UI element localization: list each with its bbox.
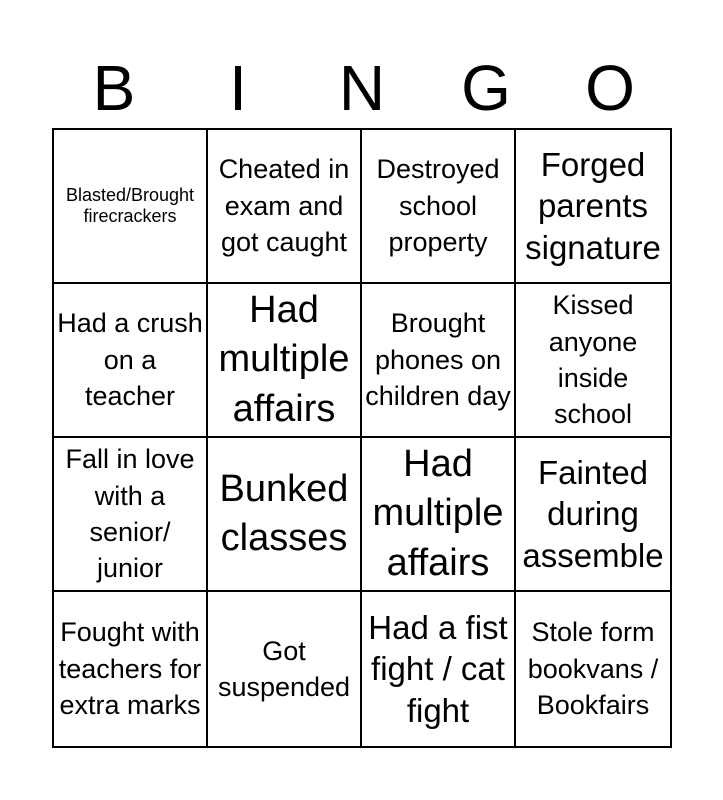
- bingo-cell-text: Had a fist fight / cat fight: [368, 609, 508, 729]
- bingo-cell-text: Forged parents signature: [525, 146, 661, 266]
- bingo-cell[interactable]: [516, 438, 670, 592]
- bingo-cell[interactable]: [54, 130, 208, 284]
- bingo-cell[interactable]: [208, 438, 362, 592]
- header-letter-n: N: [338, 52, 386, 124]
- bingo-cell[interactable]: [54, 592, 208, 746]
- bingo-cell[interactable]: [362, 284, 516, 438]
- bingo-cell[interactable]: [362, 438, 516, 592]
- bingo-board: [52, 128, 672, 748]
- header-letter-i: I: [229, 52, 247, 124]
- bingo-cell-text: Brought phones on children day: [365, 308, 511, 412]
- header-letter-b: B: [92, 52, 136, 124]
- bingo-cell-text: Had multiple affairs: [372, 442, 504, 584]
- bingo-cell[interactable]: [516, 284, 670, 438]
- bingo-cell-text: Fought with teachers for extra marks: [58, 617, 202, 721]
- bingo-cell[interactable]: [362, 592, 516, 746]
- bingo-cell[interactable]: [516, 592, 670, 746]
- header-letter-g: G: [461, 52, 511, 124]
- bingo-cell-text: Fall in love with a senior/ junior: [65, 444, 195, 584]
- bingo-cell[interactable]: [54, 438, 208, 592]
- bingo-cell-text: Stole form bookvans / Bookfairs: [527, 617, 659, 721]
- bingo-cell[interactable]: [362, 130, 516, 284]
- bingo-cell[interactable]: [54, 284, 208, 438]
- bingo-cell-text: Blasted/Brought firecrackers: [65, 185, 195, 226]
- bingo-cell-text: Had a crush on a teacher: [57, 308, 203, 412]
- bingo-cell[interactable]: [208, 284, 362, 438]
- bingo-cell-text: Fainted during assemble: [522, 454, 664, 574]
- bingo-cell-text: Kissed anyone inside school: [548, 290, 638, 430]
- bingo-cell-text: Destroyed school property: [376, 154, 500, 258]
- bingo-cell-text: Got suspended: [217, 635, 351, 702]
- bingo-header: [52, 48, 672, 128]
- bingo-cell-text: Bunked classes: [219, 467, 349, 559]
- bingo-cell[interactable]: [516, 130, 670, 284]
- bingo-cell-text: Had multiple affairs: [218, 288, 350, 430]
- bingo-cell[interactable]: [208, 592, 362, 746]
- header-letter-o: O: [585, 52, 635, 124]
- bingo-cell[interactable]: [208, 130, 362, 284]
- bingo-cell-text: Cheated in exam and got caught: [218, 154, 350, 258]
